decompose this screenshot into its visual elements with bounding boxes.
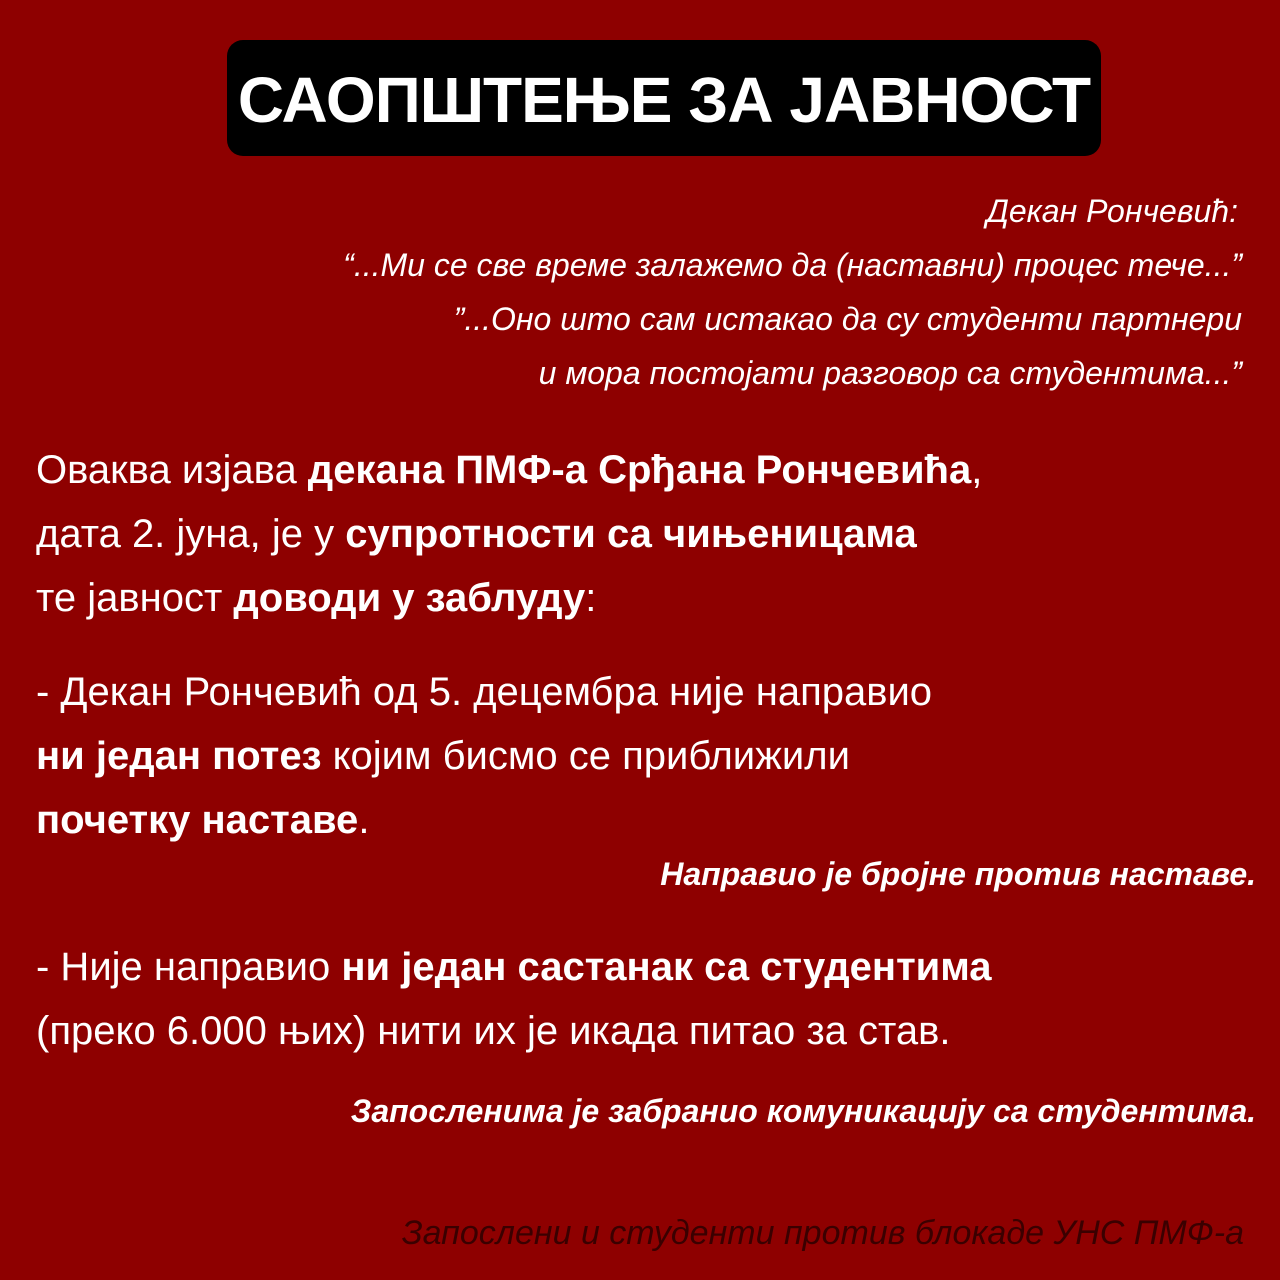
point-no-action	[36, 660, 932, 852]
statement-text: те јавност	[36, 576, 234, 620]
statement-text: :	[585, 576, 597, 620]
point-line-2	[36, 724, 932, 788]
quote-line-3: и мора постојати разговор са студентима...”	[538, 355, 1242, 391]
quote-line-1: “...Ми се све време залажемо да (наставни) процес тече...”	[343, 247, 1242, 283]
point-text: - Није направио	[36, 945, 342, 989]
point-emphasis: почетку наставе	[36, 798, 359, 842]
statement-emphasis: декана ПМФ-а Срђана Рончевића	[307, 448, 972, 492]
statement-line-1	[36, 438, 982, 502]
statement-line-3	[36, 566, 982, 630]
signature-footer: Запослени и студенти против блокаде УНС ПМФ-а	[401, 1214, 1244, 1252]
point-emphasis: ни један састанак са студентима	[341, 945, 992, 989]
note-against-classes: Направио је бројне против наставе.	[660, 856, 1256, 892]
point-text: .	[358, 798, 370, 842]
statement-emphasis: супротности са чињеницама	[345, 512, 917, 556]
statement-paragraph	[36, 438, 982, 630]
quote-line-2: ”...Оно што сам истакао да су студенти партнери	[453, 301, 1242, 337]
page-title: САОПШТЕЊЕ ЗА ЈАВНОСТ	[237, 64, 1091, 136]
dean-quote	[102, 184, 1242, 400]
point-line-2: (преко 6.000 њих) нити их је икада питао за став.	[36, 1009, 951, 1053]
quote-attribution: Декан Рончевић:	[986, 193, 1238, 229]
statement-text: Оваква изјава	[36, 448, 308, 492]
statement-line-2	[36, 502, 982, 566]
point-emphasis: ни један потез	[36, 734, 322, 778]
note-communication-ban: Запосленима је забранио комуникацију са студентима.	[350, 1093, 1256, 1129]
statement-text: ,	[971, 448, 983, 492]
point-line-1	[36, 935, 992, 999]
point-no-meeting	[36, 935, 992, 1063]
point-line-1: - Декан Рончевић од 5. децембра није направио	[36, 670, 933, 714]
title-banner	[227, 40, 1101, 156]
statement-text: дата 2. јуна, је у	[36, 512, 346, 556]
point-text: којим бисмо се приближили	[321, 734, 850, 778]
statement-emphasis: доводи у заблуду	[233, 576, 586, 620]
point-line-3	[36, 788, 932, 852]
